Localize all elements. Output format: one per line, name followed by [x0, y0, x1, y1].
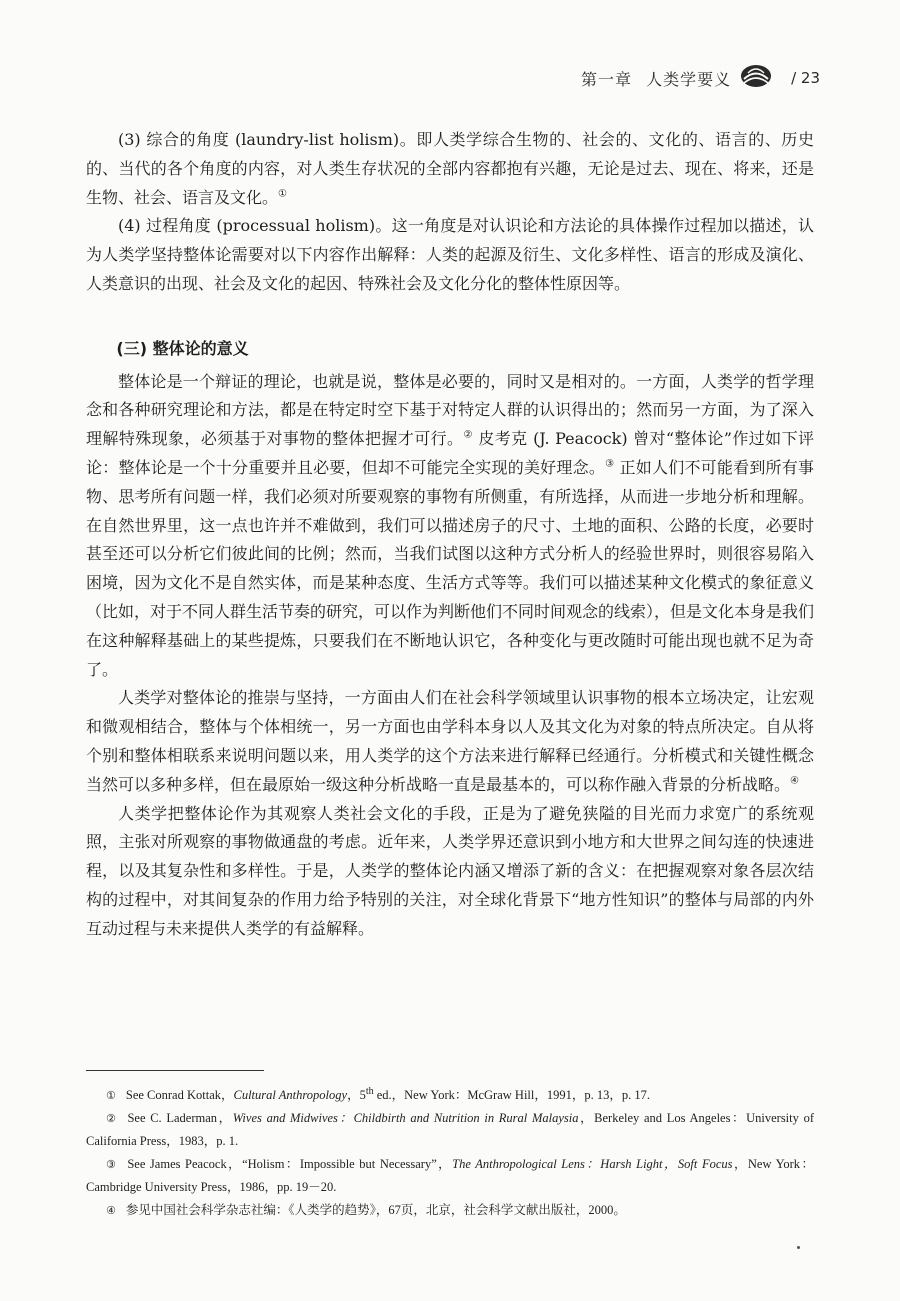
footnote-superscript: th: [365, 1085, 374, 1097]
footnote-3: [86, 1153, 814, 1199]
print-speck: [797, 1246, 800, 1249]
footnote-text: See Conrad Kottak，: [125, 1088, 234, 1102]
footnote-text: 参见中国社会科学杂志社编：《人类学的趋势》，67页，北京，社会科学文献出版社，2000。: [125, 1203, 626, 1217]
chapter-label: 第一章: [581, 69, 633, 89]
paragraph-laundry-list-holism: [86, 126, 814, 212]
main-text: [86, 126, 814, 944]
footnote-title: Wives and Midwives：Childbirth and Nutrition in Rural Malaysia: [232, 1111, 579, 1125]
paragraph-holism-means: [86, 800, 814, 944]
footnote-ref[interactable]: ①: [278, 188, 287, 200]
section-heading: (三) 整体论的意义: [116, 338, 249, 358]
paragraph-text: 人类学把整体论作为其观察人类社会文化的手段，正是为了避免狭隘的目光而力求宽广的系统观照，主张对所观察的事物做通盘的考虑。近年来，人类学界还意识到小地方和大世界之间勾连的快速进程，以及其复杂性和多样性。于是，人类学的整体论内涵又增添了新的含义：在把握观察对象各层次结构的过程中，对其间复杂的作用力给予特别的关注，对全球化背景下“地方性知识”的整体与局部的内外互动过程与未来提供人类学的有益解释。: [86, 803, 814, 938]
paragraph-holism-meaning: [86, 368, 814, 685]
footnote-divider: [86, 1070, 264, 1071]
footnote-title: The Anthropological Lens：Harsh Light，Soft Focus: [452, 1157, 733, 1171]
footnote-1: [86, 1084, 814, 1107]
footnote-text: See James Peacock，“Holism：Impossible but Necessary”，: [127, 1157, 453, 1171]
footnote-text: ，New York：Cambridge University Press，1986，pp. 19－20.: [86, 1157, 814, 1194]
footnote-number: ③: [106, 1158, 118, 1171]
footnote-text: ，Berkeley and Los Angeles：University of California Press，1983，p. 1.: [86, 1111, 814, 1148]
page-number: / 23: [791, 69, 820, 87]
footnote-2: [86, 1107, 814, 1153]
paragraph-processual-holism: [86, 212, 814, 298]
footnote-ref[interactable]: ②: [463, 429, 473, 441]
page-header: [0, 62, 820, 94]
chapter-emblem-icon: [739, 62, 773, 94]
footnote-number: ②: [106, 1112, 118, 1125]
paragraph-text: (4) 过程角度 (processual holism)。这一角度是对认识论和方法论的具体操作过程加以描述，认为人类学坚持整体论需要对以下内容作出解释：人类的起源及衍生、文化多样性、语言的形成及演化、人类意识的出现、社会及文化的起因、特殊社会及文化分化的整体性原因等。: [86, 216, 814, 293]
paragraph-text: 正如人们不可能看到所有事物、思考所有问题一样，我们必须对所要观察的事物有所侧重，有所选择，从而进一步地分析和理解。在自然世界里，这一点也许并不难做到，我们可以描述房子的尺寸、土地的面积、公路的长度，必要时甚至还可以分析它们彼此间的比例；然而，当我们试图以这种方式分析人的经验世界时，则很容易陷入困境，因为文化不是自然实体，而是某种态度、生活方式等等。我们可以描述某种文化模式的象征意义（比如，对于不同人群生活节奏的研究，可以作为判断他们不同时间观念的线索），但是文化本身是我们在这种解释基础上的某些提炼，只要我们在不断地认识它，各种变化与更改随时可能出现也就不足为奇了。: [86, 457, 815, 679]
footnote-4: [86, 1199, 814, 1222]
footnote-text: ed.，New York：McGraw Hill，1991，p. 13，p. 17.: [373, 1088, 650, 1102]
footnote-ref[interactable]: ④: [790, 775, 799, 787]
footnote-number: ①: [106, 1089, 116, 1102]
footnote-text: See C. Laderman，: [127, 1111, 233, 1125]
chapter-title: 人类学要义: [646, 69, 732, 89]
paragraph-text: 人类学对整体论的推崇与坚持，一方面由人们在社会科学领域里认识事物的根本立场决定，让宏观和微观相结合，整体与个体相统一，另一方面也由学科本身以人及其文化为对象的特点所决定。自从将个别和整体相联系来说明问题以来，用人类学的这个方法来进行解释已经通行。分析模式和关键性概念当然可以多种多样，但在最原始一级这种分析战略一直是最基本的，可以称作融入背景的分析战略。: [86, 688, 814, 794]
paragraph-text: 整体论是一个辩证的理论，也就是说，整体是必要的，同时又是相对的。一方面，人类学的哲学理念和各种研究理论和方法，都是在特定时空下基于对特定人群的认识得出的；然而另一方面，为了深入理解特殊现象，必须基于对事物的整体把握才可行。: [86, 371, 814, 449]
paragraph-holism-adherence: [86, 684, 814, 799]
footnotes: [86, 1084, 814, 1222]
paragraph-text: 皮考克 (J. Peacock) 曾对“整体论”作过如下评论：整体论是一个十分重要并且必要，但却不可能完全实现的美好理念。: [86, 429, 814, 477]
footnote-number: ④: [106, 1204, 116, 1217]
footnote-ref[interactable]: ③: [605, 458, 615, 470]
footnote-title: Cultural Anthropology: [233, 1088, 348, 1102]
footnote-text: ，5: [347, 1088, 366, 1102]
paragraph-text: (3) 综合的角度 (laundry-list holism)。即人类学综合生物的、社会的、文化的、语言的、历史的、当代的各个角度的内容，对人类生存状况的全部内容都抱有兴趣，无论是过去、现在、将来，还是生物、社会、语言及文化。: [86, 130, 814, 207]
